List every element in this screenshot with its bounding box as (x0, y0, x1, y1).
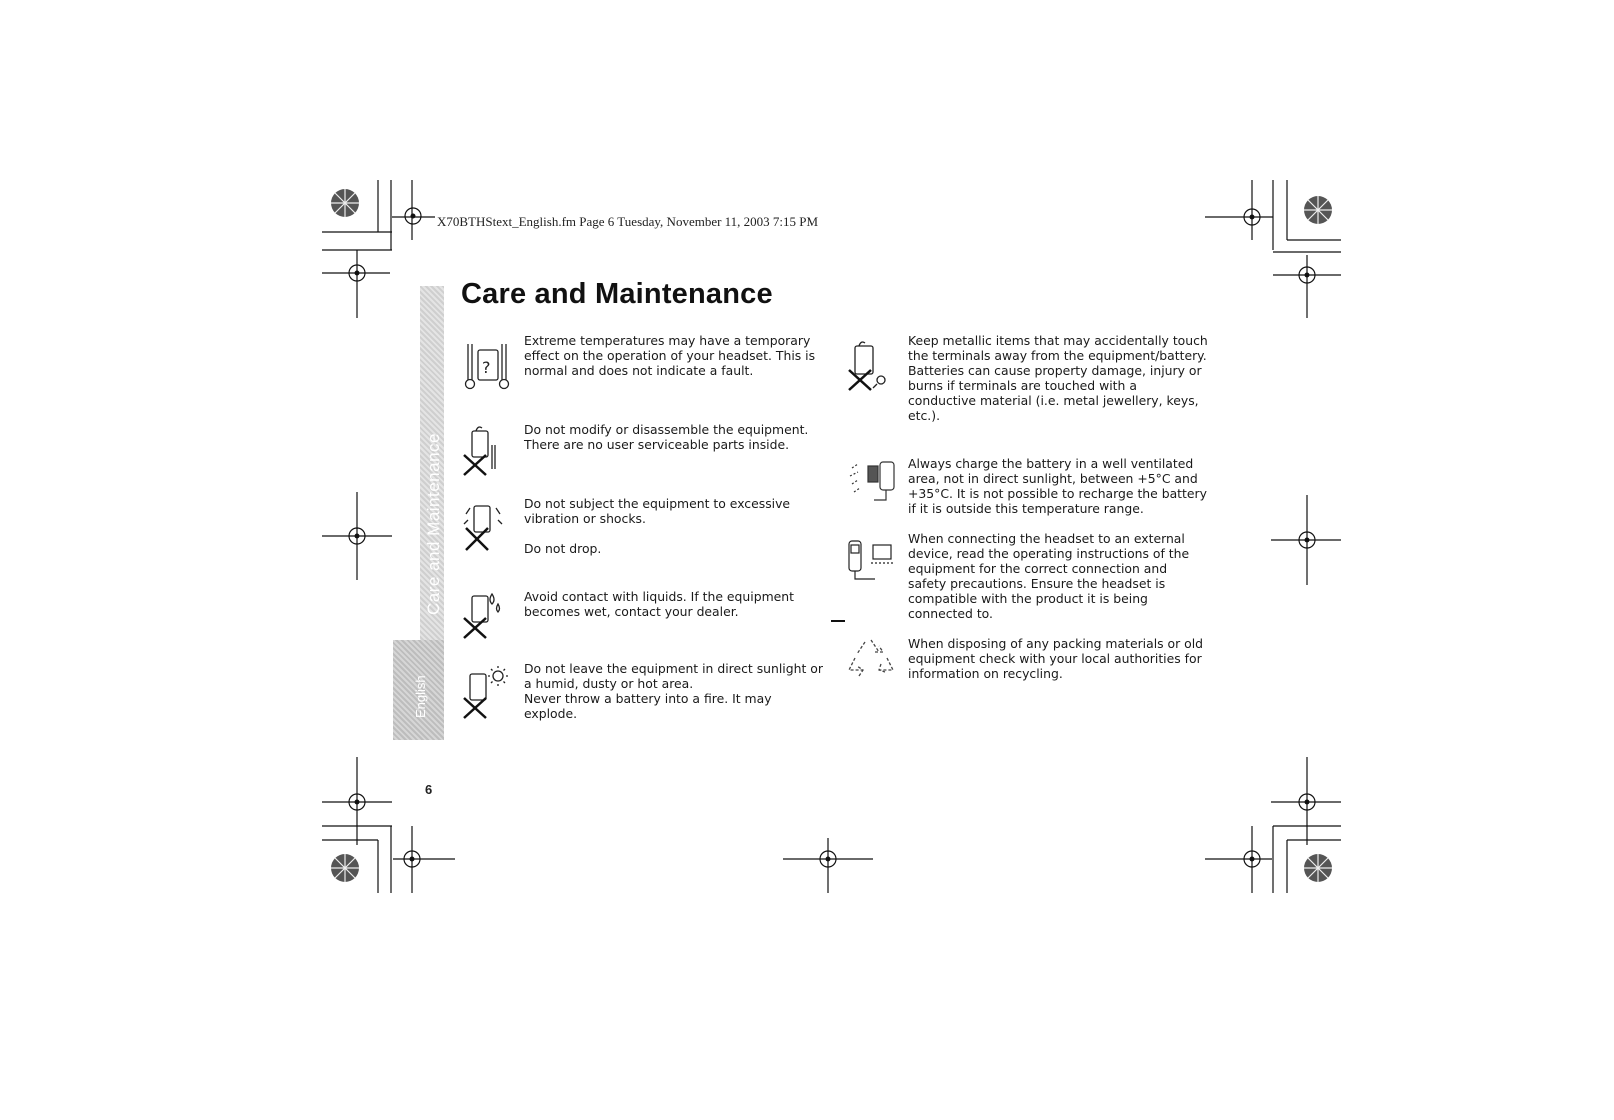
svg-text:?: ? (482, 358, 491, 377)
care-text: When disposing of any packing materials or old equipment check with your local authorities for information on recycling. (908, 636, 1204, 681)
care-item-external-device (908, 531, 1208, 621)
no-sunlight-icon (462, 664, 512, 720)
page-title: Care and Maintenance (461, 278, 773, 310)
care-text: Always charge the battery in a well ventilated area, not in direct sunlight, between +5°C and +35°C. It is not possible to recharge the battery if it is outside this temperature range. (908, 456, 1207, 516)
no-liquids-icon (462, 588, 506, 640)
care-text: Avoid contact with liquids. If the equipment becomes wet, contact your dealer. (524, 589, 794, 619)
care-text: When connecting the headset to an external device, read the operating instructions of the equipment for the correct connection and safety precautions. Ensure the headset is compatible with the product it is being connected to. (908, 531, 1190, 621)
care-item-recycling (908, 636, 1208, 681)
care-item-sunlight (524, 661, 824, 721)
care-text: Never throw a battery into a fire. It may explode. (524, 691, 772, 721)
care-item-temperature (524, 333, 818, 378)
care-item-metallic (908, 333, 1208, 423)
no-metallic-items-icon (845, 340, 891, 392)
section-tab-label: Care and Maintenance (424, 432, 443, 615)
language-tab-label: English (413, 675, 428, 718)
care-item-charging (908, 456, 1208, 516)
care-item-disassemble (524, 422, 824, 452)
thermometer-phone-icon (462, 340, 512, 392)
care-item-vibration (524, 496, 824, 556)
page-number: 6 (425, 782, 433, 797)
care-text: Do not modify or disassemble the equipment. There are no user serviceable parts inside. (524, 422, 809, 452)
print-header: X70BTHStext_English.fm Page 6 Tuesday, November 11, 2003 7:15 PM (437, 214, 819, 229)
care-text: Do not subject the equipment to excessive vibration or shocks. (524, 496, 791, 526)
care-item-liquids (524, 589, 824, 619)
care-text: Do not leave the equipment in direct sunlight or a humid, dusty or hot area. (524, 661, 823, 691)
care-text: Extreme temperatures may have a temporary effect on the operation of your headset. This is normal and does not indicate a fault. (524, 333, 816, 378)
care-text: Do not drop. (524, 541, 602, 556)
charging-battery-icon (848, 458, 902, 506)
no-disassemble-icon (462, 425, 504, 477)
no-vibration-icon (462, 500, 504, 552)
care-text: Keep metallic items that may accidentally touch the terminals away from the equipment/battery. (908, 333, 1208, 363)
external-device-icon (845, 535, 903, 585)
recycling-icon (845, 636, 897, 684)
care-text: Batteries can cause property damage, injury or burns if terminals are touched with a conductive material (i.e. metal jewellery, keys, etc.). (908, 363, 1202, 423)
